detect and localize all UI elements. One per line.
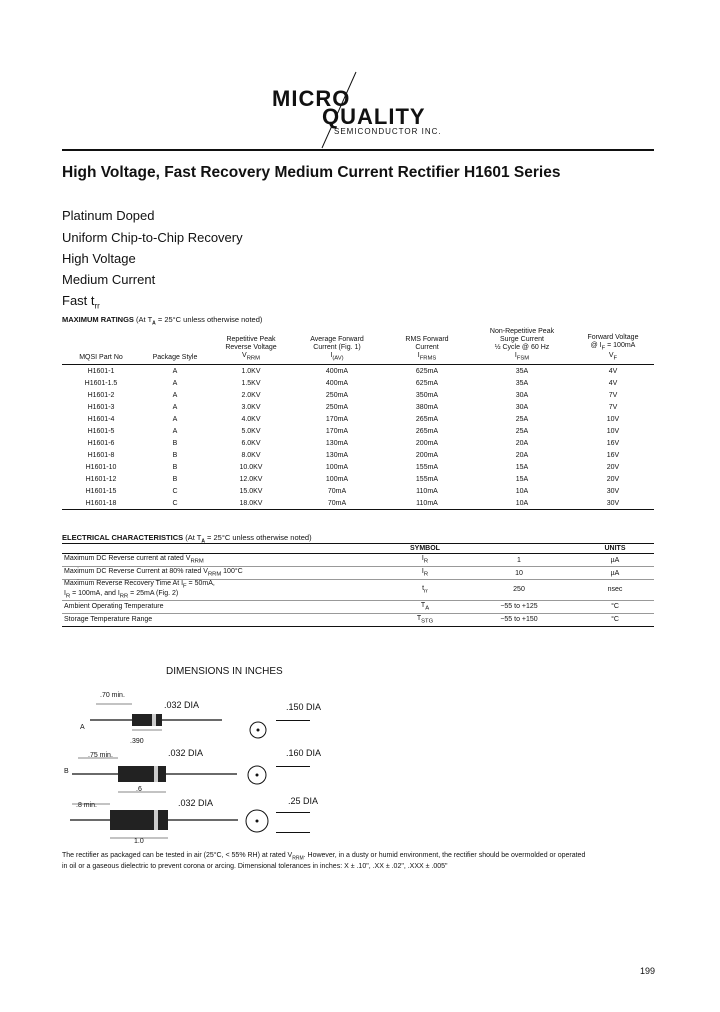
table-cell: C <box>172 499 178 507</box>
table-cell: 15A <box>515 463 529 471</box>
table-cell: 30A <box>515 391 529 399</box>
logo-text-quality: QUALITY <box>322 104 426 129</box>
table-cell: 7V <box>608 391 618 399</box>
table-cell: 1.5KV <box>241 379 261 387</box>
package-a-label: A <box>80 724 85 731</box>
page-number: 199 <box>640 966 656 976</box>
table-cell: H1601-5 <box>87 427 115 435</box>
table-row <box>62 365 654 378</box>
package-b-lead-length: .75 min. <box>88 752 113 759</box>
package-c-label: C <box>60 816 66 823</box>
package-a-lead-dia: .032 DIA <box>164 700 200 710</box>
feature-item: Medium Current <box>62 272 156 287</box>
table-row: Maximum DC Reverse current at rated $V_{RRM}$ $I_R$ 1 µA <box>62 554 654 567</box>
table-row <box>62 497 654 510</box>
table-cell: 170mA <box>325 415 349 423</box>
table-cell: 5.0KV <box>241 427 261 435</box>
table-cell: 100mA <box>325 475 349 483</box>
col-ifsm: Non-Repetitive Peak Surge Current ½ Cycle @ 60 Hz $I_{FSM}$ <box>489 328 555 362</box>
package-c-lead-length: .8 min. <box>76 802 98 809</box>
col-param <box>62 544 388 554</box>
table-row <box>62 449 654 461</box>
package-c-end-view-icon <box>242 806 272 836</box>
table-row <box>62 425 654 437</box>
table-cell: H1601-8 <box>87 451 115 459</box>
feature-item: Uniform Chip-to-Chip Recovery <box>62 230 243 245</box>
table-cell: 4V <box>608 379 618 387</box>
page-title: High Voltage, Fast Recovery Medium Current Rectifier H1601 Series <box>62 164 561 181</box>
table-cell: H1601-18 <box>85 499 117 507</box>
col-units: UNITS <box>576 544 654 554</box>
logo-slash-icon <box>318 70 358 150</box>
table-cell: A <box>172 391 178 399</box>
table-cell: 350mA <box>415 391 439 399</box>
logo-text-micro: MICRO <box>272 86 351 111</box>
table-cell: 70mA <box>327 499 347 507</box>
feature-item: Platinum Doped <box>62 208 155 223</box>
package-c-body-length: 1.0 <box>134 838 144 845</box>
table-cell: 265mA <box>415 427 439 435</box>
table-cell: 10A <box>515 499 529 507</box>
table-cell: 200mA <box>415 451 439 459</box>
footnote: The rectifier as packaged can be tested in air (25°C, < 55% RH) at rated $V_{RRM}$. However, in a dusty or humid environment, the rectifier should be overmolded or operated in oil or a gaseous dielectric to prevent corona or arcing. Dimensional tolerances in inches: X ± .10", .XX ± .02", .XXX ± .005" <box>62 852 586 871</box>
table-cell: 16V <box>606 439 620 447</box>
table-cell: 625mA <box>415 367 439 375</box>
col-package: Package Style <box>152 354 198 362</box>
table-cell: 8.0KV <box>241 451 261 459</box>
table-cell: 18.0KV <box>239 499 263 507</box>
table-cell: A <box>172 367 178 375</box>
table-cell: 10.0KV <box>239 463 263 471</box>
table-cell: 100mA <box>325 463 349 471</box>
table-cell: 110mA <box>416 499 438 507</box>
table-cell: A <box>172 403 178 411</box>
package-a-body-length: .390 <box>130 738 144 745</box>
table-row <box>62 413 654 425</box>
logo-subtitle: SEMICONDUCTOR INC. <box>334 127 442 136</box>
table-cell: H1601-15 <box>85 487 117 495</box>
table-cell: A <box>172 427 178 435</box>
table-cell: 15.0KV <box>239 487 263 495</box>
table-cell: H1601-10 <box>85 463 117 471</box>
col-iav: Average Forward Current (Fig. 1) $I_{(AV)}$ <box>310 336 364 362</box>
package-a-dia-rule <box>276 720 310 721</box>
table-cell: 25A <box>515 415 529 423</box>
col-vf: Forward Voltage @ $I_F = 100mA$ $V_F$ <box>587 334 639 362</box>
table-cell: H1601-1.5 <box>84 379 118 387</box>
col-symbol: SYMBOL <box>388 544 462 554</box>
table-row <box>62 389 654 401</box>
feature-item: High Voltage <box>62 251 136 266</box>
table-row: Maximum Reverse Recovery Time At $I_F = 50mA$, $I_R = 100mA$, and $I_{RR} = 25mA$ (Fig. 2) $t_{rr}$ 250 nsec <box>62 580 654 601</box>
table-cell: 10A <box>515 487 529 495</box>
table-cell: B <box>172 451 178 459</box>
package-b-end-dia: .160 DIA <box>286 748 322 758</box>
package-c-dia-rule-2 <box>276 832 310 833</box>
table-row <box>62 473 654 485</box>
table-row <box>62 461 654 473</box>
header-rule <box>62 149 654 151</box>
table-cell: 4V <box>608 367 618 375</box>
package-b-dia-rule <box>276 766 310 767</box>
table-row <box>62 437 654 449</box>
table-cell: 10V <box>606 427 620 435</box>
table-cell: H1601-3 <box>87 403 115 411</box>
col-value <box>462 544 576 554</box>
table-cell: B <box>172 463 178 471</box>
table-cell: 12.0KV <box>239 475 263 483</box>
table-cell: 30V <box>606 487 620 495</box>
package-a-drawing <box>62 690 242 740</box>
package-c-lead-dia: .032 DIA <box>178 798 214 808</box>
table-cell: 10V <box>606 415 620 423</box>
table-cell: 2.0KV <box>241 391 261 399</box>
package-b-label: B <box>64 768 69 775</box>
table-cell: 625mA <box>415 379 439 387</box>
table-cell: 20V <box>606 475 620 483</box>
table-cell: 25A <box>515 427 529 435</box>
col-part-no: MQSI Part No <box>79 354 123 362</box>
table-row: Storage Temperature Range $T_{STG}$ −55 to +150 °C <box>62 613 654 626</box>
package-c-end-dia: .25 DIA <box>288 796 319 806</box>
table-cell: 155mA <box>415 463 439 471</box>
package-a-end-dia: .150 DIA <box>286 702 322 712</box>
table-cell: 400mA <box>325 367 349 375</box>
table-row: Maximum DC Reverse Current at 80% rated $V_{RRM}$ 100°C $I_R$ 10 µA <box>62 567 654 580</box>
table-cell: 20A <box>515 451 529 459</box>
table-cell: 7V <box>608 403 618 411</box>
table-cell: H1601-2 <box>87 391 115 399</box>
table-cell: B <box>172 475 178 483</box>
table-cell: 380mA <box>415 403 439 411</box>
table-cell: 6.0KV <box>241 439 261 447</box>
package-c-dia-rule <box>276 812 310 813</box>
table-cell: 20A <box>515 439 529 447</box>
table-cell: 15A <box>515 475 529 483</box>
table-cell: 3.0KV <box>241 403 261 411</box>
table-cell: A <box>172 379 178 387</box>
table-cell: 130mA <box>325 439 349 447</box>
table-cell: 1.0KV <box>241 367 261 375</box>
table-row <box>62 485 654 497</box>
table-cell: H1601-12 <box>85 475 117 483</box>
table-cell: H1601-4 <box>87 415 115 423</box>
table-cell: 30V <box>606 499 620 507</box>
max-ratings-label: MAXIMUM RATINGS (At $T_A = 25^\circ C$ unless otherwise noted) <box>62 315 263 327</box>
table-cell: C <box>172 487 178 495</box>
table-cell: 20V <box>606 463 620 471</box>
table-cell: 250mA <box>325 403 349 411</box>
table-cell: 400mA <box>325 379 349 387</box>
table-cell: 170mA <box>325 427 349 435</box>
table-cell: 155mA <box>415 475 439 483</box>
package-a-end-view-icon <box>246 718 270 742</box>
col-irms: RMS Forward Current $I_{FRMS}$ <box>405 336 449 362</box>
table-row <box>62 401 654 413</box>
max-ratings-table <box>62 326 654 510</box>
table-cell: 35A <box>515 367 529 375</box>
table-cell: B <box>172 439 178 447</box>
package-b-end-view-icon <box>244 762 270 788</box>
table-cell: H1601-6 <box>87 439 115 447</box>
table-cell: 250mA <box>325 391 349 399</box>
table-cell: 110mA <box>416 487 438 495</box>
table-cell: 4.0KV <box>241 415 261 423</box>
package-b-body-length: .6 <box>136 786 142 793</box>
table-cell: 130mA <box>325 451 349 459</box>
table-cell: 30A <box>515 403 529 411</box>
package-b-lead-dia: .032 DIA <box>168 748 204 758</box>
col-vrrm: Repetitive Peak Reverse Voltage $V_{RRM}$ <box>225 336 277 362</box>
table-cell: A <box>172 415 178 423</box>
table-cell: 265mA <box>415 415 439 423</box>
table-cell: 200mA <box>415 439 439 447</box>
electrical-table <box>62 543 654 627</box>
table-cell: 16V <box>606 451 620 459</box>
table-cell: 70mA <box>327 487 347 495</box>
dimensions-title: DIMENSIONS IN INCHES <box>166 666 283 677</box>
package-a-lead-length: .70 min. <box>100 692 125 699</box>
table-row: Ambient Operating Temperature $T_A$ −55 to +125 °C <box>62 600 654 613</box>
table-cell: 35A <box>515 379 529 387</box>
table-cell: H1601-1 <box>87 367 115 375</box>
electrical-label: ELECTRICAL CHARACTERISTICS (At $T_A = 25^\circ C$ unless otherwise noted) <box>62 533 312 545</box>
feature-item-fast-trr: Fast $t_{rr}$ <box>62 293 100 311</box>
table-row <box>62 377 654 389</box>
